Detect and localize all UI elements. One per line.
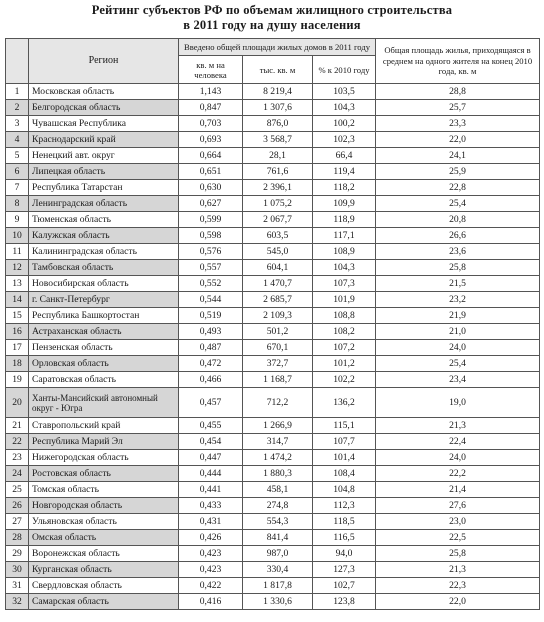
rank-cell: 24: [6, 466, 29, 482]
rank-cell: 15: [6, 308, 29, 324]
table-row: [6, 228, 540, 244]
avg-area-cell: 24,1: [376, 148, 540, 164]
title-line-1: Рейтинг субъектов РФ по объемам жилищного строительства: [91, 3, 453, 17]
rank-cell: 16: [6, 324, 29, 340]
total-area-cell: 545,0: [243, 244, 313, 260]
rank-cell: 18: [6, 356, 29, 372]
per-capita-cell: 0,426: [179, 530, 243, 546]
rank-cell: 3: [6, 116, 29, 132]
pct-2010-cell: 102,7: [313, 578, 376, 594]
region-cell: Калининградская область: [29, 244, 179, 260]
region-cell: Ставропольский край: [29, 418, 179, 434]
table-row: [6, 164, 540, 180]
per-capita-cell: 0,519: [179, 308, 243, 324]
per-capita-cell: 0,664: [179, 148, 243, 164]
per-capita-cell: 1,143: [179, 84, 243, 100]
region-cell: Свердловская область: [29, 578, 179, 594]
per-capita-cell: 0,441: [179, 482, 243, 498]
pct-2010-cell: 100,2: [313, 116, 376, 132]
table-row: [6, 482, 540, 498]
header-avg-area: Общая площадь жилья, приходящаяся в среднем на одного жителя на конец 2010 года, кв. м: [376, 39, 540, 84]
pct-2010-cell: 104,3: [313, 100, 376, 116]
pct-2010-cell: 108,8: [313, 308, 376, 324]
rank-cell: 19: [6, 372, 29, 388]
rank-cell: 10: [6, 228, 29, 244]
region-cell: Ханты-Мансийский автономный округ - Югра: [29, 388, 179, 418]
total-area-cell: 2 067,7: [243, 212, 313, 228]
rank-cell: 29: [6, 546, 29, 562]
table-row: [6, 84, 540, 100]
rank-cell: 13: [6, 276, 29, 292]
total-area-cell: 761,6: [243, 164, 313, 180]
avg-area-cell: 21,3: [376, 562, 540, 578]
pct-2010-cell: 115,1: [313, 418, 376, 434]
total-area-cell: 1 307,6: [243, 100, 313, 116]
table-row: [6, 196, 540, 212]
table-row: [6, 562, 540, 578]
avg-area-cell: 25,8: [376, 260, 540, 276]
pct-2010-cell: 101,9: [313, 292, 376, 308]
region-cell: Саратовская область: [29, 372, 179, 388]
table-row: [6, 148, 540, 164]
region-cell: Ленинградская область: [29, 196, 179, 212]
region-cell: Московская область: [29, 84, 179, 100]
rank-cell: 22: [6, 434, 29, 450]
total-area-cell: 1 817,8: [243, 578, 313, 594]
total-area-cell: 314,7: [243, 434, 313, 450]
per-capita-cell: 0,630: [179, 180, 243, 196]
pct-2010-cell: 104,8: [313, 482, 376, 498]
avg-area-cell: 23,0: [376, 514, 540, 530]
region-cell: Нижегородская область: [29, 450, 179, 466]
avg-area-cell: 21,0: [376, 324, 540, 340]
pct-2010-cell: 119,4: [313, 164, 376, 180]
per-capita-cell: 0,457: [179, 388, 243, 418]
per-capita-cell: 0,416: [179, 594, 243, 610]
pct-2010-cell: 118,5: [313, 514, 376, 530]
avg-area-cell: 23,6: [376, 244, 540, 260]
per-capita-cell: 0,598: [179, 228, 243, 244]
total-area-cell: 3 568,7: [243, 132, 313, 148]
table-row: [6, 594, 540, 610]
table-row: [6, 340, 540, 356]
per-capita-cell: 0,454: [179, 434, 243, 450]
table-row: [6, 308, 540, 324]
region-cell: Астраханская область: [29, 324, 179, 340]
table-row: [6, 530, 540, 546]
pct-2010-cell: 118,9: [313, 212, 376, 228]
region-cell: Новгородская область: [29, 498, 179, 514]
region-cell: г. Санкт-Петербург: [29, 292, 179, 308]
rank-cell: 11: [6, 244, 29, 260]
pct-2010-cell: 101,4: [313, 450, 376, 466]
rank-cell: 8: [6, 196, 29, 212]
per-capita-cell: 0,422: [179, 578, 243, 594]
total-area-cell: 8 219,4: [243, 84, 313, 100]
region-cell: Орловская область: [29, 356, 179, 372]
rank-cell: 9: [6, 212, 29, 228]
total-area-cell: 841,4: [243, 530, 313, 546]
avg-area-cell: 25,4: [376, 356, 540, 372]
rank-cell: 14: [6, 292, 29, 308]
rank-cell: 23: [6, 450, 29, 466]
avg-area-cell: 26,6: [376, 228, 540, 244]
table-row: [6, 244, 540, 260]
avg-area-cell: 21,3: [376, 418, 540, 434]
pct-2010-cell: 108,9: [313, 244, 376, 260]
pct-2010-cell: 103,5: [313, 84, 376, 100]
header-num: [6, 39, 29, 84]
header-region: Регион: [29, 39, 179, 84]
region-cell: Тамбовская область: [29, 260, 179, 276]
avg-area-cell: 21,5: [376, 276, 540, 292]
table-row: [6, 434, 540, 450]
region-cell: Ростовская область: [29, 466, 179, 482]
per-capita-cell: 0,472: [179, 356, 243, 372]
avg-area-cell: 22,0: [376, 132, 540, 148]
pct-2010-cell: 117,1: [313, 228, 376, 244]
total-area-cell: 1 075,2: [243, 196, 313, 212]
per-capita-cell: 0,493: [179, 324, 243, 340]
region-cell: Ульяновская область: [29, 514, 179, 530]
avg-area-cell: 25,9: [376, 164, 540, 180]
region-cell: Республика Башкортостан: [29, 308, 179, 324]
region-cell: Липецкая область: [29, 164, 179, 180]
avg-area-cell: 25,7: [376, 100, 540, 116]
total-area-cell: 1 266,9: [243, 418, 313, 434]
rank-cell: 6: [6, 164, 29, 180]
region-cell: Калужская область: [29, 228, 179, 244]
per-capita-cell: 0,576: [179, 244, 243, 260]
table-row: [6, 260, 540, 276]
per-capita-cell: 0,693: [179, 132, 243, 148]
per-capita-cell: 0,444: [179, 466, 243, 482]
pct-2010-cell: 94,0: [313, 546, 376, 562]
region-cell: Белгородская область: [29, 100, 179, 116]
header-per-capita: кв. м на человека: [179, 56, 243, 84]
pct-2010-cell: 136,2: [313, 388, 376, 418]
total-area-cell: 2 396,1: [243, 180, 313, 196]
rank-cell: 12: [6, 260, 29, 276]
table-row: [6, 180, 540, 196]
rank-cell: 28: [6, 530, 29, 546]
per-capita-cell: 0,552: [179, 276, 243, 292]
avg-area-cell: 22,0: [376, 594, 540, 610]
rank-cell: 20: [6, 388, 29, 418]
per-capita-cell: 0,423: [179, 562, 243, 578]
rank-cell: 30: [6, 562, 29, 578]
pct-2010-cell: 66,4: [313, 148, 376, 164]
table-header: [6, 39, 540, 84]
total-area-cell: 2 685,7: [243, 292, 313, 308]
pct-2010-cell: 107,3: [313, 276, 376, 292]
avg-area-cell: 21,4: [376, 482, 540, 498]
ranking-table: [5, 38, 540, 610]
per-capita-cell: 0,423: [179, 546, 243, 562]
table-row: [6, 450, 540, 466]
per-capita-cell: 0,627: [179, 196, 243, 212]
per-capita-cell: 0,487: [179, 340, 243, 356]
total-area-cell: 274,8: [243, 498, 313, 514]
total-area-cell: 670,1: [243, 340, 313, 356]
avg-area-cell: 23,3: [376, 116, 540, 132]
rank-cell: 17: [6, 340, 29, 356]
page-title: [0, 0, 544, 38]
region-cell: Чувашская Республика: [29, 116, 179, 132]
total-area-cell: 1 474,2: [243, 450, 313, 466]
avg-area-cell: 25,4: [376, 196, 540, 212]
rank-cell: 1: [6, 84, 29, 100]
rank-cell: 25: [6, 482, 29, 498]
rank-cell: 7: [6, 180, 29, 196]
per-capita-cell: 0,447: [179, 450, 243, 466]
region-cell: Новосибирская область: [29, 276, 179, 292]
avg-area-cell: 23,2: [376, 292, 540, 308]
total-area-cell: 501,2: [243, 324, 313, 340]
table-row: [6, 466, 540, 482]
avg-area-cell: 28,8: [376, 84, 540, 100]
table-row: [6, 418, 540, 434]
table-row: [6, 578, 540, 594]
pct-2010-cell: 108,4: [313, 466, 376, 482]
rank-cell: 32: [6, 594, 29, 610]
avg-area-cell: 25,8: [376, 546, 540, 562]
avg-area-cell: 22,3: [376, 578, 540, 594]
rank-cell: 26: [6, 498, 29, 514]
region-cell: Курганская область: [29, 562, 179, 578]
pct-2010-cell: 118,2: [313, 180, 376, 196]
avg-area-cell: 23,4: [376, 372, 540, 388]
pct-2010-cell: 123,8: [313, 594, 376, 610]
table-row: [6, 372, 540, 388]
region-cell: Тюменская область: [29, 212, 179, 228]
per-capita-cell: 0,466: [179, 372, 243, 388]
table-row: [6, 324, 540, 340]
total-area-cell: 603,5: [243, 228, 313, 244]
header-group-built: Введено общей площади жилых домов в 2011 году: [179, 39, 376, 56]
per-capita-cell: 0,431: [179, 514, 243, 530]
rank-cell: 27: [6, 514, 29, 530]
rank-cell: 5: [6, 148, 29, 164]
region-cell: Пензенская область: [29, 340, 179, 356]
total-area-cell: 458,1: [243, 482, 313, 498]
total-area-cell: 372,7: [243, 356, 313, 372]
avg-area-cell: 21,9: [376, 308, 540, 324]
region-cell: Республика Татарстан: [29, 180, 179, 196]
per-capita-cell: 0,847: [179, 100, 243, 116]
header-pct-2010: % к 2010 году: [313, 56, 376, 84]
total-area-cell: 1 330,6: [243, 594, 313, 610]
avg-area-cell: 22,2: [376, 466, 540, 482]
table-row: [6, 498, 540, 514]
region-cell: Омская область: [29, 530, 179, 546]
avg-area-cell: 22,8: [376, 180, 540, 196]
table-row: [6, 388, 540, 418]
total-area-cell: 604,1: [243, 260, 313, 276]
total-area-cell: 554,3: [243, 514, 313, 530]
total-area-cell: 2 109,3: [243, 308, 313, 324]
avg-area-cell: 20,8: [376, 212, 540, 228]
region-cell: Самарская область: [29, 594, 179, 610]
pct-2010-cell: 108,2: [313, 324, 376, 340]
rank-cell: 2: [6, 100, 29, 116]
rank-cell: 21: [6, 418, 29, 434]
avg-area-cell: 22,4: [376, 434, 540, 450]
table-row: [6, 356, 540, 372]
region-cell: Республика Марий Эл: [29, 434, 179, 450]
pct-2010-cell: 101,2: [313, 356, 376, 372]
total-area-cell: 1 880,3: [243, 466, 313, 482]
pct-2010-cell: 107,7: [313, 434, 376, 450]
table-row: [6, 132, 540, 148]
avg-area-cell: 22,5: [376, 530, 540, 546]
region-cell: Томская область: [29, 482, 179, 498]
per-capita-cell: 0,544: [179, 292, 243, 308]
per-capita-cell: 0,455: [179, 418, 243, 434]
total-area-cell: 1 470,7: [243, 276, 313, 292]
table-row: [6, 212, 540, 228]
pct-2010-cell: 127,3: [313, 562, 376, 578]
per-capita-cell: 0,599: [179, 212, 243, 228]
pct-2010-cell: 102,2: [313, 372, 376, 388]
table-row: [6, 116, 540, 132]
table-row: [6, 276, 540, 292]
per-capita-cell: 0,557: [179, 260, 243, 276]
region-cell: Краснодарский край: [29, 132, 179, 148]
region-cell: Воронежская область: [29, 546, 179, 562]
avg-area-cell: 24,0: [376, 450, 540, 466]
total-area-cell: 28,1: [243, 148, 313, 164]
table-row: [6, 514, 540, 530]
rank-cell: 31: [6, 578, 29, 594]
region-cell: Ненецкий авт. округ: [29, 148, 179, 164]
header-thousand-sqm: тыс. кв. м: [243, 56, 313, 84]
pct-2010-cell: 104,3: [313, 260, 376, 276]
table-row: [6, 292, 540, 308]
pct-2010-cell: 109,9: [313, 196, 376, 212]
total-area-cell: 876,0: [243, 116, 313, 132]
per-capita-cell: 0,651: [179, 164, 243, 180]
avg-area-cell: 27,6: [376, 498, 540, 514]
title-line-2: в 2011 году на душу населения: [183, 18, 361, 32]
pct-2010-cell: 102,3: [313, 132, 376, 148]
pct-2010-cell: 112,3: [313, 498, 376, 514]
total-area-cell: 712,2: [243, 388, 313, 418]
total-area-cell: 330,4: [243, 562, 313, 578]
table-row: [6, 546, 540, 562]
avg-area-cell: 19,0: [376, 388, 540, 418]
table-body: [6, 84, 540, 610]
total-area-cell: 987,0: [243, 546, 313, 562]
table-row: [6, 100, 540, 116]
pct-2010-cell: 116,5: [313, 530, 376, 546]
avg-area-cell: 24,0: [376, 340, 540, 356]
pct-2010-cell: 107,2: [313, 340, 376, 356]
rank-cell: 4: [6, 132, 29, 148]
per-capita-cell: 0,433: [179, 498, 243, 514]
total-area-cell: 1 168,7: [243, 372, 313, 388]
per-capita-cell: 0,703: [179, 116, 243, 132]
